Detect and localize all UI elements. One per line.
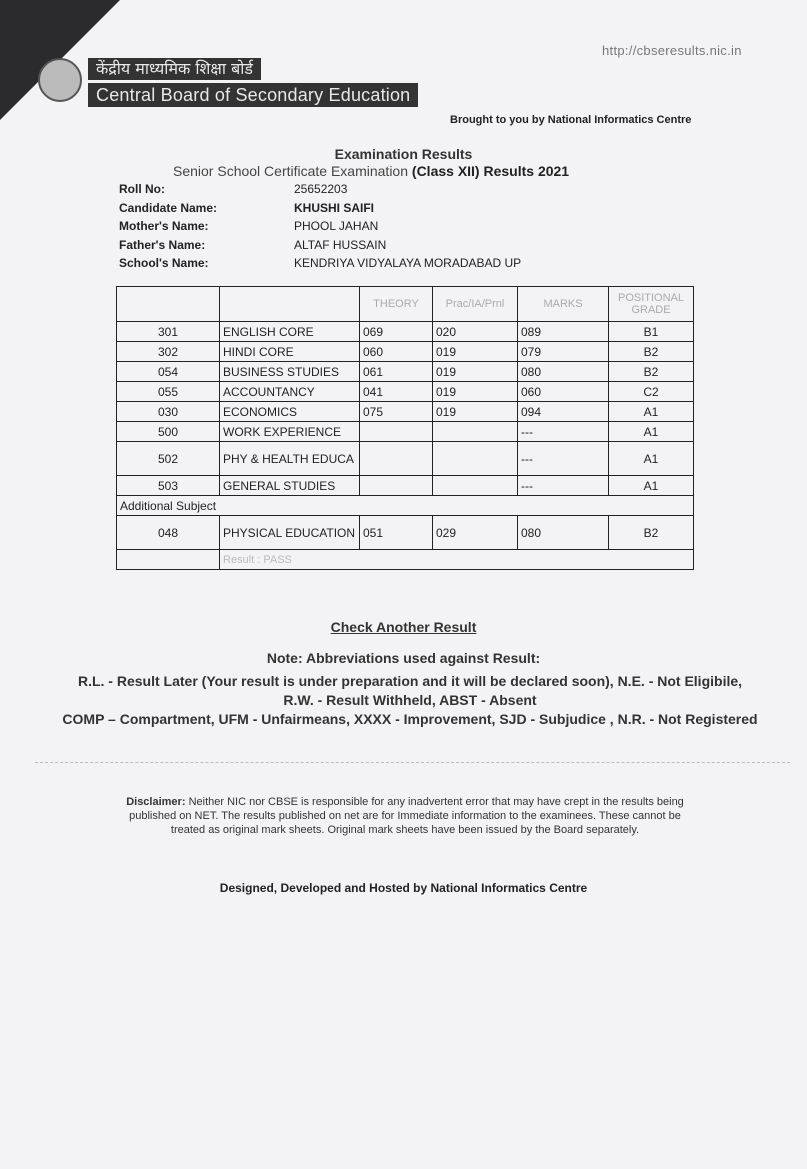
exam-title: Examination Results [334,146,473,162]
subject-name: ECONOMICS [220,402,360,422]
grade: B2 [609,342,694,362]
info-row [119,219,521,238]
additional-subject-row [117,496,694,516]
grade: A1 [609,422,694,442]
result-status: Result : PASS [220,550,694,570]
header-theory: THEORY [360,287,433,322]
header-grade: POSITIONAL GRADE [609,287,694,322]
theory-marks: 069 [360,322,433,342]
subject-code: 055 [117,382,220,402]
theory-marks: 061 [360,362,433,382]
info-label: Candidate Name: [119,200,218,215]
practical-marks: 019 [433,362,518,382]
theory-marks: 060 [360,342,433,362]
grade: A1 [609,402,694,422]
info-row [119,201,521,220]
grade: A1 [609,442,694,476]
subject-code: 502 [117,442,220,476]
site-url: http://cbseresults.nic.in [602,43,742,58]
table-row [117,422,694,442]
subject-name: ENGLISH CORE [220,322,360,342]
theory-marks: 051 [360,516,433,550]
info-value: 25652203 [294,182,348,196]
board-name-english: Central Board of Secondary Education [88,83,418,107]
cbse-logo-icon [38,58,82,102]
info-label: Father's Name: [119,237,206,252]
info-value: ALTAF HUSSAIN [294,237,387,252]
board-name-hindi: केंद्रीय माध्यमिक शिक्षा बोर्ड [88,58,261,80]
total-marks: 080 [518,362,609,382]
practical-marks [433,476,518,496]
practical-marks: 019 [433,402,518,422]
designed-by: Designed, Developed and Hosted by National Informatics Centre [219,881,588,895]
grade: B1 [609,322,694,342]
total-marks: 089 [518,322,609,342]
practical-marks: 019 [433,342,518,362]
abbr-line: R.L. - Result Later (Your result is under preparation and it will be declared soon), N.E. - Not Eligibile, [77,673,743,689]
table-row [117,402,694,422]
practical-marks [433,422,518,442]
theory-marks: 041 [360,382,433,402]
exam-subtitle [173,163,569,179]
subject-name: PHY & HEALTH EDUCA [220,442,360,476]
note-title: Note: Abbreviations used against Result: [266,650,541,666]
info-row [119,256,521,275]
subject-name: GENERAL STUDIES [220,476,360,496]
theory-marks [360,422,433,442]
subject-code: 054 [117,362,220,382]
subject-code: 048 [117,516,220,550]
total-marks: --- [518,476,609,496]
table-header-row [117,287,694,322]
abbr-line: COMP – Compartment, UFM - Unfairmeans, XXXX - Improvement, SJD - Subjudice , N.R. - Not Registered [62,711,758,727]
subject-name: WORK EXPERIENCE [220,422,360,442]
disclaimer-label: Disclaimer: [126,796,186,808]
info-row [119,238,521,257]
subject-code: 500 [117,422,220,442]
total-marks: 079 [518,342,609,362]
subject-code: 302 [117,342,220,362]
table-row [117,382,694,402]
practical-marks [433,442,518,476]
table-row [117,516,694,550]
info-row [119,182,521,201]
result-row [117,550,694,570]
header-code [117,287,220,322]
subject-name: ACCOUNTANCY [220,382,360,402]
exam-subtitle-bold: (Class XII) Results 2021 [411,163,570,179]
header-subject [220,287,360,322]
total-marks: --- [518,422,609,442]
subject-name: BUSINESS STUDIES [220,362,360,382]
practical-marks: 020 [433,322,518,342]
table-row [117,362,694,382]
result-empty-cell [117,550,220,570]
disclaimer [115,795,695,837]
theory-marks [360,476,433,496]
grade: C2 [609,382,694,402]
info-label: School's Name: [119,256,209,271]
table-row [117,442,694,476]
total-marks: --- [518,442,609,476]
practical-marks: 019 [433,382,518,402]
practical-marks: 029 [433,516,518,550]
subject-code: 030 [117,402,220,422]
total-marks: 094 [518,402,609,422]
info-label: Roll No: [119,182,165,196]
brought-by-text: Brought to you by National Informatics Centre [450,114,692,126]
info-label: Mother's Name: [119,219,209,234]
divider [35,762,790,763]
total-marks: 060 [518,382,609,402]
check-another-result-link[interactable]: Check Another Result [330,619,477,635]
info-value: KHUSHI SAIFI [294,200,375,215]
subject-code: 301 [117,322,220,342]
disclaimer-text: Neither NIC nor CBSE is responsible for any inadvertent error that may have crept in the results being published on NET. The results published on net are for Immediate information to the examinees. These cannot be treated as original mark sheets. Original mark sheets have been issued by the Board separately. [129,796,684,836]
subject-name: PHYSICAL EDUCATION [220,516,360,550]
abbreviations [30,672,790,729]
subject-name: HINDI CORE [220,342,360,362]
table-row [117,342,694,362]
info-value: PHOOL JAHAN [294,219,379,234]
subject-code: 503 [117,476,220,496]
additional-subject-label: Additional Subject [117,496,694,516]
theory-marks: 075 [360,402,433,422]
table-row [117,476,694,496]
table-row [117,322,694,342]
grade: B2 [609,516,694,550]
info-value: KENDRIYA VIDYALAYA MORADABAD UP [294,256,522,271]
theory-marks [360,442,433,476]
grade: B2 [609,362,694,382]
header-marks: MARKS [518,287,609,322]
total-marks: 080 [518,516,609,550]
abbr-line: R.W. - Result Withheld, ABST - Absent [283,692,537,708]
exam-subtitle-plain: Senior School Certificate Examination [173,163,409,179]
grade: A1 [609,476,694,496]
header-practical: Prac/IA/Prnl [433,287,518,322]
marks-table [116,286,694,570]
candidate-info [119,182,521,275]
